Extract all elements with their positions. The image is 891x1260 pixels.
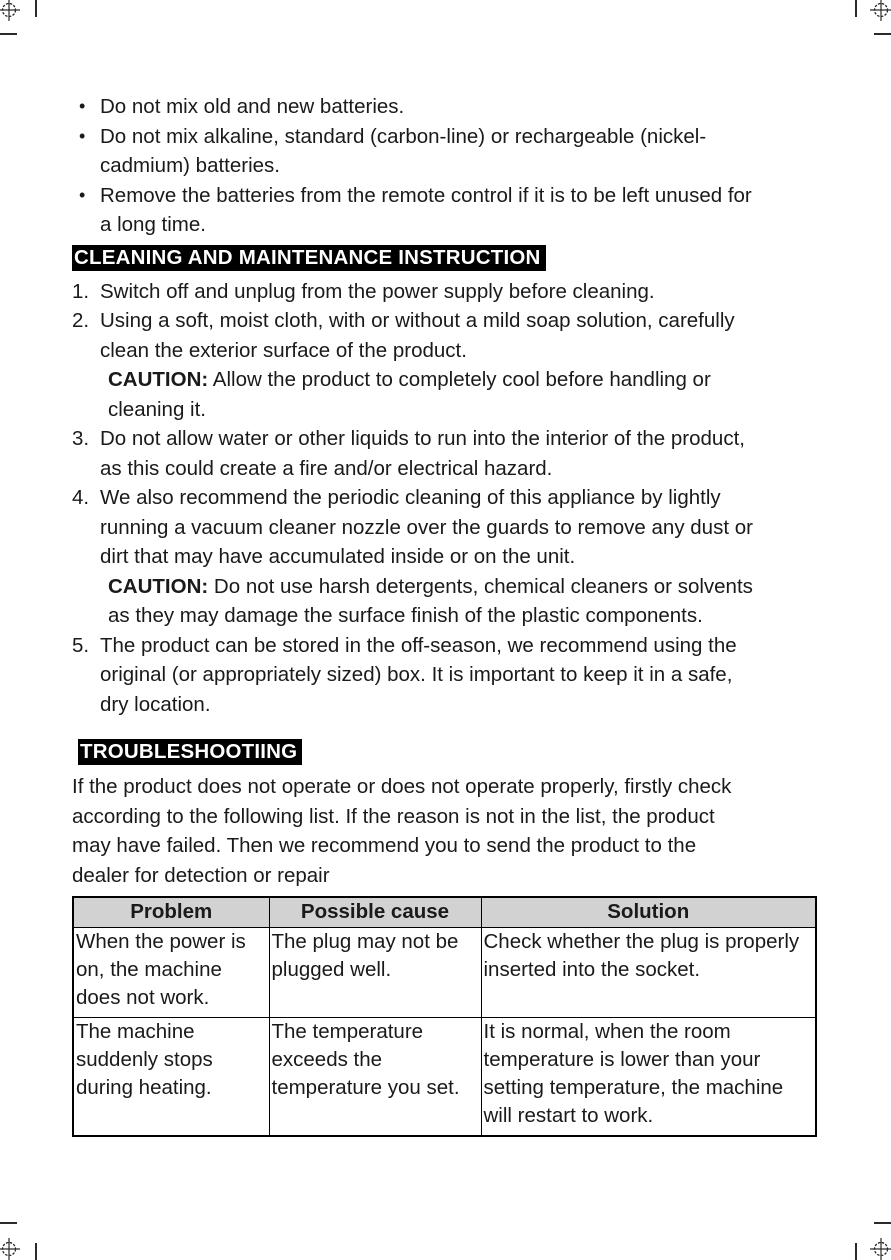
- column-header-solution: Solution: [481, 897, 816, 927]
- cell-solution: It is normal, when the room temperature is lower than your setting temperature, the machine will restart to work.: [481, 1017, 816, 1136]
- list-item: [72, 277, 756, 307]
- bullet-text: Remove the batteries from the remote control if it is to be left unused for a long time.: [100, 183, 752, 236]
- cell-cause: The plug may not be plugged well.: [269, 927, 481, 1017]
- caution-text: Allow the product to completely cool before handling or cleaning it.: [108, 368, 711, 421]
- cell-cause: The temperature exceeds the temperature you set.: [269, 1017, 481, 1136]
- bullet-marker: •: [79, 125, 86, 146]
- crop-mark-bottom-right-horizontal: [874, 1222, 891, 1224]
- cell-problem: The machine suddenly stops during heating.: [73, 1017, 269, 1136]
- caution-note: [108, 572, 756, 631]
- crosshair-icon: [868, 0, 891, 23]
- item-text: We also recommend the periodic cleaning of this appliance by lightly running a vacuum cleaner nozzle over the guards to remove any dust or dirt that may have accumulated inside or on the unit.: [100, 486, 753, 568]
- crosshair-icon: [0, 1236, 22, 1260]
- item-number: 2.: [72, 309, 90, 332]
- troubleshooting-table: [72, 896, 817, 1137]
- caution-note: [108, 365, 756, 424]
- crosshair-icon: [868, 1236, 891, 1260]
- list-item: [72, 306, 756, 424]
- crosshair-icon: [0, 0, 22, 23]
- crop-mark-top-right-vertical: [855, 0, 857, 17]
- caution-label: CAUTION:: [108, 368, 209, 391]
- bullet-text: Do not mix old and new batteries.: [100, 95, 405, 118]
- list-item: [72, 122, 752, 181]
- list-item: [72, 181, 752, 240]
- table-row: [73, 1017, 816, 1136]
- item-text: Using a soft, moist cloth, with or without a mild soap solution, carefully clean the exterior surface of the product.: [100, 309, 735, 362]
- battery-warning-list: [72, 92, 752, 240]
- item-text: The product can be stored in the off-season, we recommend using the original (or appropriately sized) box. It is important to keep it in a safe, dry location.: [100, 633, 737, 716]
- bullet-text: Do not mix alkaline, standard (carbon-line) or rechargeable (nickel-cadmium) batteries.: [100, 124, 707, 177]
- crop-mark-top-left-vertical: [35, 0, 37, 17]
- column-header-possible-cause: Possible cause: [269, 897, 481, 927]
- bullet-marker: •: [79, 184, 86, 205]
- list-item: [72, 424, 756, 483]
- item-number: 4.: [72, 486, 90, 509]
- crop-mark-bottom-right-vertical: [855, 1243, 857, 1260]
- crop-mark-bottom-left-vertical: [35, 1243, 37, 1260]
- item-number: 1.: [72, 279, 90, 303]
- column-header-problem: Problem: [73, 897, 269, 927]
- cell-problem: When the power is on, the machine does not work.: [73, 927, 269, 1017]
- troubleshooting-intro: If the product does not operate or does not operate properly, firstly check according to the following list. If the reason is not in the list, the product may have failed. Then we recommend you to send the product to the dealer for detection or repair: [72, 775, 732, 887]
- page-content: [72, 92, 815, 1137]
- caution-text: Do not use harsh detergents, chemical cleaners or solvents as they may damage the surface finish of the plastic components.: [108, 574, 753, 627]
- section-title-cleaning: CLEANING AND MAINTENANCE INSTRUCTION: [72, 245, 546, 271]
- list-item: [72, 483, 756, 631]
- item-text: Do not allow water or other liquids to run into the interior of the product, as this could create a fire and/or electrical hazard.: [100, 427, 745, 480]
- crop-mark-bottom-left-horizontal: [0, 1222, 17, 1224]
- list-item: [72, 92, 752, 122]
- crop-mark-top-right-horizontal: [874, 33, 891, 35]
- table-row: [73, 927, 816, 1017]
- crop-mark-top-left-horizontal: [0, 33, 17, 35]
- item-text: Switch off and unplug from the power supply before cleaning.: [100, 279, 655, 303]
- section-title-troubleshooting: TROUBLESHOOTIING: [78, 739, 302, 765]
- cell-solution: Check whether the plug is properly inserted into the socket.: [481, 927, 816, 1017]
- item-number: 5.: [72, 633, 90, 657]
- item-number: 3.: [72, 427, 90, 450]
- caution-label: CAUTION:: [108, 574, 209, 598]
- table-header-row: [73, 897, 816, 927]
- list-item: [72, 631, 756, 720]
- bullet-marker: •: [79, 96, 86, 116]
- cleaning-instruction-list: [72, 277, 756, 720]
